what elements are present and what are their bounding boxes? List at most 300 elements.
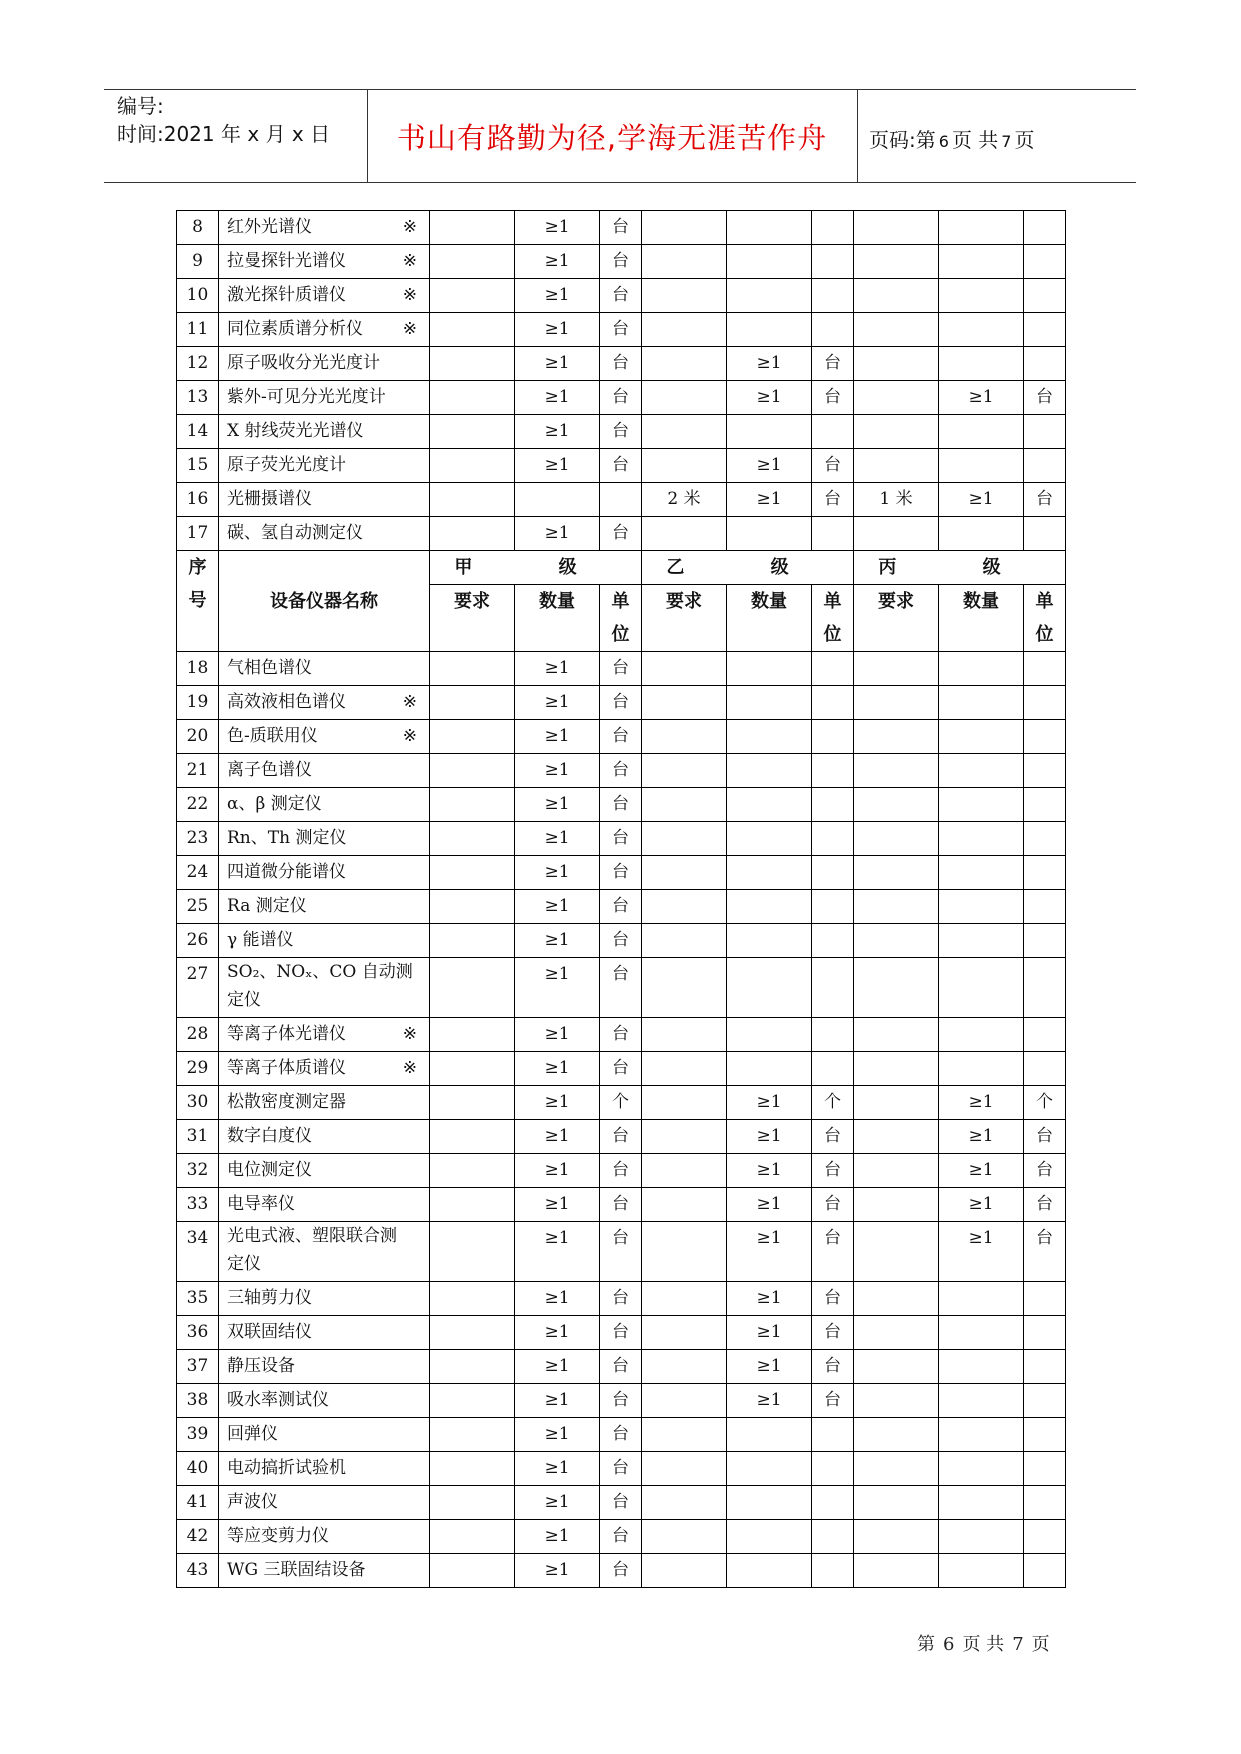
grade-a-unit: 台: [600, 1384, 642, 1418]
grade-b-quantity: ≥1: [727, 1350, 812, 1384]
grade-a-requirement: [430, 1154, 515, 1188]
grade-b-unit: [812, 1520, 854, 1554]
table-header-row-1: [177, 551, 1066, 585]
grade-c-requirement: [854, 652, 939, 686]
row-number: 22: [177, 788, 219, 822]
grade-c-unit: [1024, 1350, 1066, 1384]
grade-b-requirement: [642, 924, 727, 958]
grade-b-quantity: [727, 652, 812, 686]
grade-c-requirement: [854, 1282, 939, 1316]
header-b-qty: 数量: [727, 585, 812, 652]
grade-c-unit: [1024, 1052, 1066, 1086]
grade-c-requirement: [854, 890, 939, 924]
grade-a-requirement: [430, 1188, 515, 1222]
row-number: 24: [177, 856, 219, 890]
reference-mark: ※: [402, 319, 417, 339]
grade-a-requirement: [430, 1018, 515, 1052]
row-number: 19: [177, 686, 219, 720]
grade-c-requirement: [854, 1086, 939, 1120]
row-number: 14: [177, 415, 219, 449]
row-number: 15: [177, 449, 219, 483]
equipment-name-text: γ 能谱仪: [227, 930, 294, 950]
grade-a-quantity: ≥1: [515, 686, 600, 720]
grade-b-unit: [812, 517, 854, 551]
table-row: [177, 822, 1066, 856]
grade-c-requirement: 1 米: [854, 483, 939, 517]
grade-a-unit: 台: [600, 1018, 642, 1052]
grade-a-quantity: ≥1: [515, 449, 600, 483]
grade-b-unit: [812, 788, 854, 822]
equipment-name-text: 离子色谱仪: [227, 760, 312, 780]
grade-a-requirement: [430, 1222, 515, 1282]
row-number: 21: [177, 754, 219, 788]
equipment-name: [219, 1520, 430, 1554]
grade-c-requirement: [854, 788, 939, 822]
header-seq-text: 序号: [188, 557, 207, 611]
grade-b-requirement: 2 米: [642, 483, 727, 517]
grade-a-requirement: [430, 483, 515, 517]
grade-b-requirement: [642, 211, 727, 245]
grade-c-quantity: [939, 924, 1024, 958]
grade-a-quantity: ≥1: [515, 822, 600, 856]
grade-b-quantity: ≥1: [727, 1222, 812, 1282]
grade-c-quantity: ≥1: [939, 1188, 1024, 1222]
grade-c-requirement: [854, 1520, 939, 1554]
grade-a-unit: 台: [600, 924, 642, 958]
page-mid: 页 共: [951, 128, 999, 152]
grade-a-unit: 台: [600, 449, 642, 483]
equipment-name: [219, 279, 430, 313]
grade-b-requirement: [642, 1316, 727, 1350]
grade-a-unit: 台: [600, 1418, 642, 1452]
grade-a-requirement: [430, 958, 515, 1018]
equipment-table: [176, 210, 1066, 1588]
equipment-name: [219, 1154, 430, 1188]
equipment-name-text: 双联固结仪: [227, 1322, 312, 1342]
grade-c-quantity: [939, 720, 1024, 754]
grade-c-unit: 台: [1024, 1154, 1066, 1188]
grade-a-quantity: ≥1: [515, 754, 600, 788]
equipment-name-text: 吸水率测试仪: [227, 1390, 329, 1410]
grade-b-requirement: [642, 856, 727, 890]
grade-c-quantity: [939, 1520, 1024, 1554]
grade-a-quantity: ≥1: [515, 381, 600, 415]
grade-b-requirement: [642, 245, 727, 279]
grade-b-requirement: [642, 1554, 727, 1588]
table-row: [177, 1452, 1066, 1486]
header-a-qty: 数量: [515, 585, 600, 652]
grade-a-unit: 台: [600, 517, 642, 551]
grade-a-unit: 台: [600, 279, 642, 313]
grade-c-unit: 台: [1024, 483, 1066, 517]
grade-c-requirement: [854, 1018, 939, 1052]
grade-a-quantity: ≥1: [515, 958, 600, 1018]
equipment-name-text: 原子吸收分光光度计: [227, 353, 380, 373]
equipment-name-text: 碳、氢自动测定仪: [227, 523, 363, 543]
table-row: [177, 652, 1066, 686]
table-row: [177, 1018, 1066, 1052]
grade-c-unit: [1024, 517, 1066, 551]
grade-b-unit: [812, 856, 854, 890]
grade-c-quantity: [939, 958, 1024, 1018]
equipment-name: [219, 754, 430, 788]
row-number: 41: [177, 1486, 219, 1520]
grade-a-unit: 台: [600, 1052, 642, 1086]
grade-c-quantity: [939, 1486, 1024, 1520]
row-number: 36: [177, 1316, 219, 1350]
reference-mark: ※: [402, 1024, 417, 1044]
equipment-name: [219, 856, 430, 890]
equipment-name-text: 电动搞折试验机: [227, 1458, 346, 1478]
row-number: 32: [177, 1154, 219, 1188]
equipment-name: [219, 1120, 430, 1154]
grade-c-quantity: [939, 1384, 1024, 1418]
grade-c-requirement: [854, 686, 939, 720]
grade-c-text: 丙 级: [878, 557, 1041, 578]
equipment-name-text: 数字白度仪: [227, 1126, 312, 1146]
row-number: 29: [177, 1052, 219, 1086]
grade-c-quantity: [939, 279, 1024, 313]
grade-a-requirement: [430, 1520, 515, 1554]
grade-b-quantity: ≥1: [727, 483, 812, 517]
grade-a-requirement: [430, 856, 515, 890]
grade-b-unit: [812, 890, 854, 924]
grade-b-unit: [812, 1052, 854, 1086]
row-number: 16: [177, 483, 219, 517]
table-row: [177, 1188, 1066, 1222]
grade-b-unit: [812, 1418, 854, 1452]
reference-mark: ※: [402, 251, 417, 271]
grade-a-requirement: [430, 652, 515, 686]
row-number: 38: [177, 1384, 219, 1418]
grade-a-requirement: [430, 347, 515, 381]
grade-a-quantity: ≥1: [515, 1350, 600, 1384]
grade-a-quantity: ≥1: [515, 924, 600, 958]
grade-c-unit: [1024, 1520, 1066, 1554]
grade-c-quantity: [939, 211, 1024, 245]
grade-b-quantity: [727, 245, 812, 279]
grade-c-requirement: [854, 1452, 939, 1486]
grade-a-requirement: [430, 754, 515, 788]
table-row: [177, 449, 1066, 483]
grade-c-unit: [1024, 415, 1066, 449]
footer-total: 7: [1012, 1634, 1024, 1655]
grade-c-unit: [1024, 1418, 1066, 1452]
equipment-name: [219, 1554, 430, 1588]
grade-a-requirement: [430, 1120, 515, 1154]
grade-b-unit: [812, 958, 854, 1018]
grade-b-requirement: [642, 347, 727, 381]
grade-a-requirement: [430, 788, 515, 822]
row-number: 25: [177, 890, 219, 924]
grade-a-unit: 台: [600, 313, 642, 347]
grade-c-quantity: [939, 245, 1024, 279]
table-row: [177, 1384, 1066, 1418]
grade-c-requirement: [854, 1316, 939, 1350]
footer-mid: 页 共: [962, 1634, 1005, 1655]
grade-a-quantity: ≥1: [515, 1086, 600, 1120]
grade-c-unit: [1024, 211, 1066, 245]
grade-b-unit: 台: [812, 1188, 854, 1222]
grade-b-quantity: [727, 856, 812, 890]
grade-a-quantity: ≥1: [515, 313, 600, 347]
grade-b-quantity: [727, 211, 812, 245]
equipment-name-text: 电导率仪: [227, 1194, 295, 1214]
table-row: [177, 1086, 1066, 1120]
grade-b-unit: 台: [812, 483, 854, 517]
grade-c-requirement: [854, 754, 939, 788]
equipment-name: [219, 958, 430, 1018]
grade-b-requirement: [642, 1452, 727, 1486]
grade-a-unit: 台: [600, 1316, 642, 1350]
header-a-req: 要求: [430, 585, 515, 652]
equipment-name: [219, 1188, 430, 1222]
grade-c-unit: [1024, 890, 1066, 924]
equipment-name-text: WG 三联固结设备: [227, 1560, 366, 1580]
grade-a-requirement: [430, 1350, 515, 1384]
grade-a-quantity: ≥1: [515, 1120, 600, 1154]
grade-b-quantity: [727, 924, 812, 958]
grade-a-quantity: ≥1: [515, 856, 600, 890]
grade-b-quantity: [727, 1520, 812, 1554]
grade-b-unit: [812, 924, 854, 958]
grade-b-unit: [812, 754, 854, 788]
footer-prefix: 第: [917, 1634, 935, 1655]
equipment-name-text: 激光探针质谱仪: [227, 285, 346, 305]
table-row: [177, 890, 1066, 924]
grade-a-requirement: [430, 890, 515, 924]
grade-b-requirement: [642, 890, 727, 924]
grade-b-quantity: [727, 1418, 812, 1452]
grade-b-unit: [812, 720, 854, 754]
grade-b-requirement: [642, 652, 727, 686]
grade-c-requirement: [854, 313, 939, 347]
table-body-top: [177, 211, 1066, 551]
grade-a-unit: 台: [600, 415, 642, 449]
grade-c-unit: [1024, 1554, 1066, 1588]
grade-a-unit: 台: [600, 788, 642, 822]
row-number: 17: [177, 517, 219, 551]
grade-b-unit: [812, 1554, 854, 1588]
grade-a-unit: 台: [600, 686, 642, 720]
grade-c-unit: [1024, 788, 1066, 822]
table-body-bottom: [177, 652, 1066, 1588]
equipment-name: [219, 1486, 430, 1520]
equipment-name-text: 电位测定仪: [227, 1160, 312, 1180]
grade-a-quantity: ≥1: [515, 279, 600, 313]
grade-a-unit: 台: [600, 1120, 642, 1154]
header-grade-c: [854, 551, 1066, 585]
grade-a-requirement: [430, 415, 515, 449]
equipment-name-text: 色-质联用仪: [227, 726, 318, 746]
equipment-name: [219, 1316, 430, 1350]
grade-a-quantity: ≥1: [515, 1222, 600, 1282]
grade-b-quantity: [727, 1452, 812, 1486]
grade-c-quantity: [939, 1418, 1024, 1452]
grade-b-unit: [812, 686, 854, 720]
grade-b-unit: 台: [812, 1282, 854, 1316]
equipment-name-text: X 射线荧光光谱仪: [227, 421, 364, 441]
grade-a-unit: [600, 483, 642, 517]
grade-b-quantity: ≥1: [727, 1154, 812, 1188]
grade-b-unit: 个: [812, 1086, 854, 1120]
grade-a-quantity: ≥1: [515, 1520, 600, 1554]
grade-c-quantity: [939, 822, 1024, 856]
grade-a-requirement: [430, 279, 515, 313]
equipment-name-text: 高效液相色谱仪: [227, 692, 346, 712]
grade-c-unit: [1024, 279, 1066, 313]
grade-b-requirement: [642, 449, 727, 483]
header-a-unit: [600, 585, 642, 652]
grade-b-unit: 台: [812, 449, 854, 483]
table-row: [177, 1520, 1066, 1554]
grade-c-requirement: [854, 1222, 939, 1282]
grade-b-requirement: [642, 1188, 727, 1222]
grade-a-quantity: ≥1: [515, 1154, 600, 1188]
grade-b-unit: [812, 245, 854, 279]
grade-c-requirement: [854, 924, 939, 958]
grade-c-quantity: ≥1: [939, 1222, 1024, 1282]
row-number: 31: [177, 1120, 219, 1154]
grade-b-unit: [812, 279, 854, 313]
reference-mark: ※: [402, 692, 417, 712]
grade-a-requirement: [430, 1384, 515, 1418]
grade-a-unit: 台: [600, 1188, 642, 1222]
grade-b-unit: 台: [812, 1316, 854, 1350]
grade-c-requirement: [854, 279, 939, 313]
grade-a-unit: 台: [600, 1486, 642, 1520]
reference-mark: ※: [402, 285, 417, 305]
grade-c-requirement: [854, 381, 939, 415]
equipment-name: [219, 381, 430, 415]
header-b-unit: [812, 585, 854, 652]
table-row: [177, 279, 1066, 313]
grade-c-quantity: [939, 1316, 1024, 1350]
grade-b-quantity: [727, 788, 812, 822]
table-row: [177, 483, 1066, 517]
grade-c-quantity: ≥1: [939, 1120, 1024, 1154]
grade-c-requirement: [854, 211, 939, 245]
row-number: 33: [177, 1188, 219, 1222]
grade-b-quantity: ≥1: [727, 1188, 812, 1222]
grade-b-unit: 台: [812, 1384, 854, 1418]
grade-a-requirement: [430, 313, 515, 347]
table-row: [177, 1052, 1066, 1086]
equipment-name: [219, 1350, 430, 1384]
table-row: [177, 415, 1066, 449]
grade-c-unit: [1024, 958, 1066, 1018]
grade-c-quantity: [939, 856, 1024, 890]
row-number: 39: [177, 1418, 219, 1452]
grade-a-unit: 台: [600, 347, 642, 381]
table-row: [177, 1316, 1066, 1350]
grade-b-quantity: [727, 313, 812, 347]
grade-a-quantity: ≥1: [515, 1418, 600, 1452]
grade-a-requirement: [430, 1052, 515, 1086]
grade-b-requirement: [642, 1154, 727, 1188]
row-number: 13: [177, 381, 219, 415]
row-number: 12: [177, 347, 219, 381]
equipment-name: [219, 483, 430, 517]
equipment-name-text: 松散密度测定器: [227, 1092, 346, 1112]
grade-c-unit: [1024, 347, 1066, 381]
grade-a-quantity: ≥1: [515, 788, 600, 822]
grade-c-unit: 台: [1024, 1188, 1066, 1222]
grade-a-requirement: [430, 1554, 515, 1588]
header-c-qty: 数量: [939, 585, 1024, 652]
grade-a-quantity: ≥1: [515, 1452, 600, 1486]
grade-c-requirement: [854, 245, 939, 279]
header-motto: 书山有路勤为径,学海无涯苦作舟: [396, 121, 828, 155]
grade-c-requirement: [854, 1120, 939, 1154]
grade-a-unit: 台: [600, 381, 642, 415]
grade-a-requirement: [430, 822, 515, 856]
grade-c-quantity: ≥1: [939, 483, 1024, 517]
row-number: 23: [177, 822, 219, 856]
grade-a-requirement: [430, 381, 515, 415]
grade-c-requirement: [854, 1154, 939, 1188]
row-number: 8: [177, 211, 219, 245]
page-total: 7: [1001, 132, 1012, 151]
equipment-name: [219, 347, 430, 381]
row-number: 34: [177, 1222, 219, 1282]
grade-c-unit: 台: [1024, 381, 1066, 415]
page-prefix: 页码:第: [869, 128, 936, 152]
header-c-req: 要求: [854, 585, 939, 652]
grade-a-quantity: ≥1: [515, 347, 600, 381]
table-row: [177, 381, 1066, 415]
table-row: [177, 1554, 1066, 1588]
grade-c-quantity: [939, 347, 1024, 381]
grade-c-quantity: [939, 1018, 1024, 1052]
grade-b-unit: 台: [812, 1222, 854, 1282]
equipment-name: [219, 313, 430, 347]
equipment-name: [219, 822, 430, 856]
grade-a-requirement: [430, 1282, 515, 1316]
table-row: [177, 1282, 1066, 1316]
grade-a-quantity: ≥1: [515, 720, 600, 754]
grade-c-requirement: [854, 856, 939, 890]
grade-b-quantity: [727, 686, 812, 720]
grade-c-unit: [1024, 1486, 1066, 1520]
grade-a-quantity: [515, 483, 600, 517]
grade-c-unit: [1024, 313, 1066, 347]
row-number: 27: [177, 958, 219, 1018]
grade-a-unit: 个: [600, 1086, 642, 1120]
equipment-name: [219, 1222, 430, 1282]
grade-b-quantity: ≥1: [727, 347, 812, 381]
grade-c-unit: [1024, 1018, 1066, 1052]
grade-b-quantity: ≥1: [727, 381, 812, 415]
grade-c-unit: [1024, 720, 1066, 754]
table-row: [177, 211, 1066, 245]
grade-c-unit: [1024, 924, 1066, 958]
equipment-name: [219, 1282, 430, 1316]
grade-b-unit: [812, 822, 854, 856]
row-number: 30: [177, 1086, 219, 1120]
grade-b-quantity: ≥1: [727, 1120, 812, 1154]
grade-c-quantity: [939, 517, 1024, 551]
grade-a-unit: 台: [600, 1520, 642, 1554]
grade-a-quantity: ≥1: [515, 1486, 600, 1520]
reference-mark: ※: [402, 726, 417, 746]
table-row: [177, 1222, 1066, 1282]
grade-c-unit: [1024, 245, 1066, 279]
grade-c-unit: [1024, 1452, 1066, 1486]
grade-c-quantity: [939, 1554, 1024, 1588]
grade-a-requirement: [430, 211, 515, 245]
grade-a-quantity: ≥1: [515, 1282, 600, 1316]
